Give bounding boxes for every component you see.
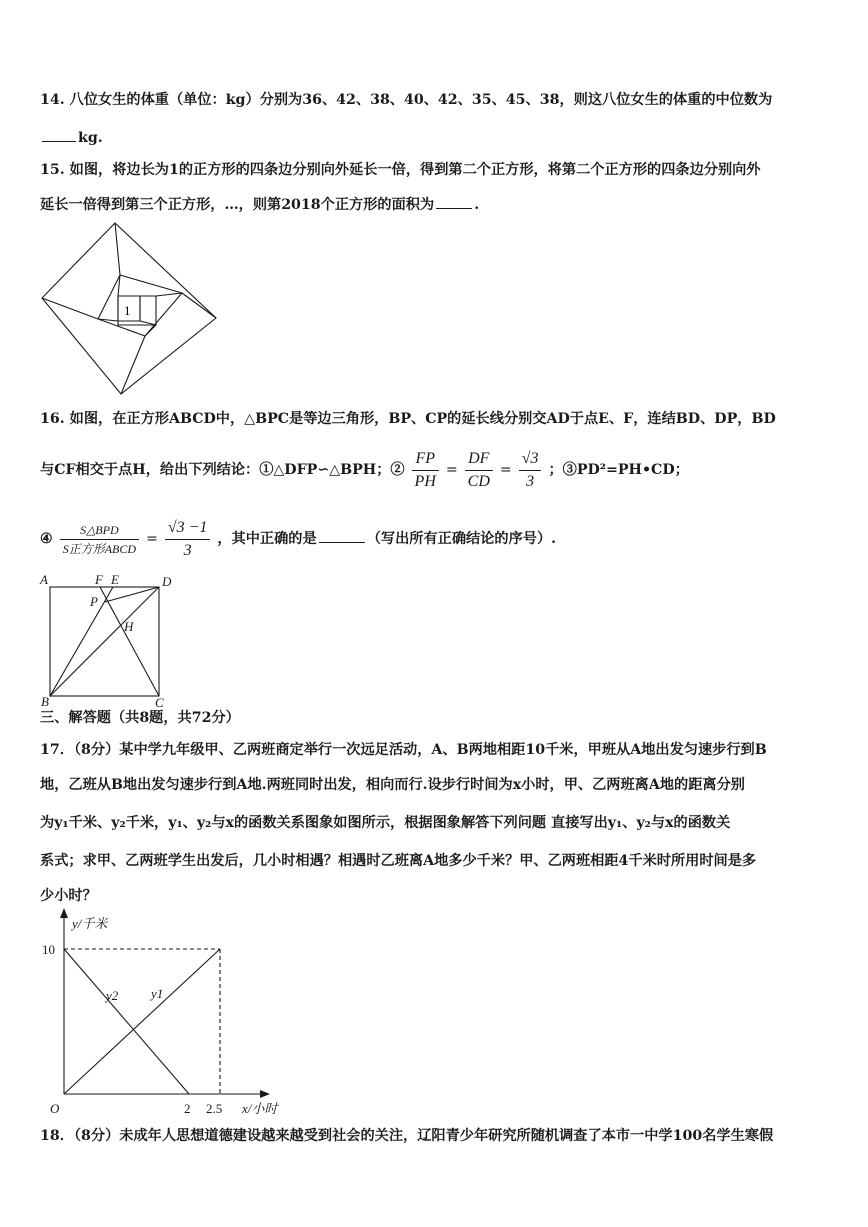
- q16-fraction-area-ratio: $\frac{\text{S△BPD}}{\text{S正方形ABCD}}$: [60, 522, 139, 557]
- q18-line1: 18．（8分）未成年人思想道德建设越来越受到社会的关注，辽阳青少年研究所随机调查了本市一中学100名学生寒假: [40, 1128, 774, 1144]
- q16-label-b: B: [41, 694, 49, 709]
- q16-line2: 与CF相交于点H，给出下列结论：①△DFP∽△BPH；② $\frac{FP}{PH}$ = $\frac{DF}{CD}$ = $\frac{√3}{3}$ ；③PD²=PH•CD；: [40, 449, 689, 490]
- q17-y2-label: y2: [106, 988, 119, 1003]
- q17-line1: 17．（8分）某中学九年级甲、乙两班商定举行一次远足活动，A、B两地相距10千米，甲班从A地出发匀速步行到B: [40, 742, 767, 758]
- q15-answer-blank[interactable]: [436, 194, 472, 209]
- q16-fraction-fp-ph: $\frac{FP}{PH}$: [412, 449, 439, 492]
- q15-line2: [40, 194, 479, 215]
- q16-text-line1: 如图，在正方形ABCD中，△BPC是等边三角形，BP、CP的延长线分别交AD于点E、F，连结BD、DP，BD: [69, 411, 776, 427]
- q17-line-y1: [64, 949, 220, 1094]
- q15-figure-label-1: 1: [124, 303, 131, 318]
- q16-fraction-sqrt3-3: $\frac{√3}{3}$: [519, 449, 542, 492]
- q17-origin-label: O: [50, 1101, 60, 1116]
- q17-line3: 为y₁千米、y₂千米，y₁、y₂与x的函数关系图象如图所示，根据图象解答下列问题 直接写出y₁、y₂与x的函数关: [40, 815, 731, 831]
- q16-text-line3c: （写出所有正确结论的序号）.: [366, 531, 557, 547]
- q14-answer-blank[interactable]: [42, 127, 76, 142]
- q14-unit: kg.: [78, 130, 103, 146]
- q16-label-f: F: [95, 572, 103, 587]
- section3-title: 三、解答题（共8题，共72分）: [40, 710, 240, 726]
- q15-text-line1: 如图，将边长为1的正方形的四条边分别向外延长一倍，得到第二个正方形，将第二个正方形的四条边分别向外: [69, 162, 761, 178]
- q17-x-axis-label: x/小时: [242, 1101, 278, 1116]
- q17-x-arrow-icon: [260, 1090, 270, 1098]
- q16-line3: ④ $\frac{\text{S△BPD}}{\text{S正方形ABCD}}$ = $\frac{√3 -1}{3}$ ，其中正确的是 （写出所有正确结论的序号）.: [40, 518, 557, 559]
- q16-answer-blank[interactable]: [319, 528, 365, 543]
- q15-line1: [40, 160, 761, 180]
- q16-line-bd: [50, 587, 159, 696]
- q16-text-line2a: 与CF相交于点H，给出下列结论：①△DFP∽△BPH；②: [40, 462, 405, 478]
- q16-fraction-df-cd: $\frac{DF}{CD}$: [465, 449, 493, 492]
- q14-text: 八位女生的体重（单位：kg）分别为36、42、38、40、42、35、45、38，则这八位女生的体重的中位数为: [69, 92, 773, 108]
- q17-y-axis-label: y/千米: [72, 916, 108, 931]
- q14-number: 14.: [40, 92, 65, 108]
- q17-x-tick-2-5: 2.5: [206, 1101, 223, 1116]
- q16-line-be: [50, 587, 113, 696]
- q16-text-line2b: ；③PD²=PH•CD；: [548, 462, 689, 478]
- q17-line-y2: [64, 949, 189, 1094]
- q17-y-arrow-icon: [60, 908, 68, 918]
- q17-line2: 地，乙班从B地出发匀速步行到A地.两班同时出发，相向而行.设步行时间为x小时，甲、乙两班离A地的距离分别: [40, 777, 745, 793]
- q16-label-c: C: [155, 695, 164, 710]
- q16-label-h: H: [124, 619, 134, 634]
- q14-line1: [40, 90, 772, 110]
- q16-line-cf: [100, 587, 159, 696]
- q17-function-graph: [36, 908, 298, 1120]
- q16-square-figure: [38, 570, 178, 710]
- q16-label-e: E: [111, 572, 119, 587]
- q15-tail: .: [474, 197, 480, 213]
- q17-y1-label: y1: [151, 986, 164, 1001]
- q16-circle-4: ④: [40, 531, 53, 547]
- q16-label-d: D: [162, 574, 172, 589]
- q15-number: 15.: [40, 162, 65, 178]
- q17-x-tick-2: 2: [184, 1101, 191, 1116]
- q17-line4: 系式；求甲、乙两班学生出发后，几小时相遇？相遇时乙班离A地多少千米？甲、乙两班相距4千米时所用时间是多: [40, 853, 757, 869]
- q16-fraction-sqrt3-minus1: $\frac{√3 -1}{3}$: [165, 518, 211, 561]
- q16-label-a: A: [40, 572, 48, 587]
- q17-line5: 少小时？: [40, 888, 97, 904]
- q16-line1: [40, 409, 776, 429]
- q17-y-tick-10: 10: [42, 942, 55, 957]
- q15-text-line2: 延长一倍得到第三个正方形，…，则第2018个正方形的面积为: [40, 197, 435, 213]
- q16-label-p: P: [90, 594, 98, 609]
- q15-nested-squares-figure: [38, 218, 222, 398]
- q14-line2: [40, 127, 103, 148]
- q16-text-line3b: ，其中正确的是: [217, 531, 317, 547]
- q16-number: 16.: [40, 411, 65, 427]
